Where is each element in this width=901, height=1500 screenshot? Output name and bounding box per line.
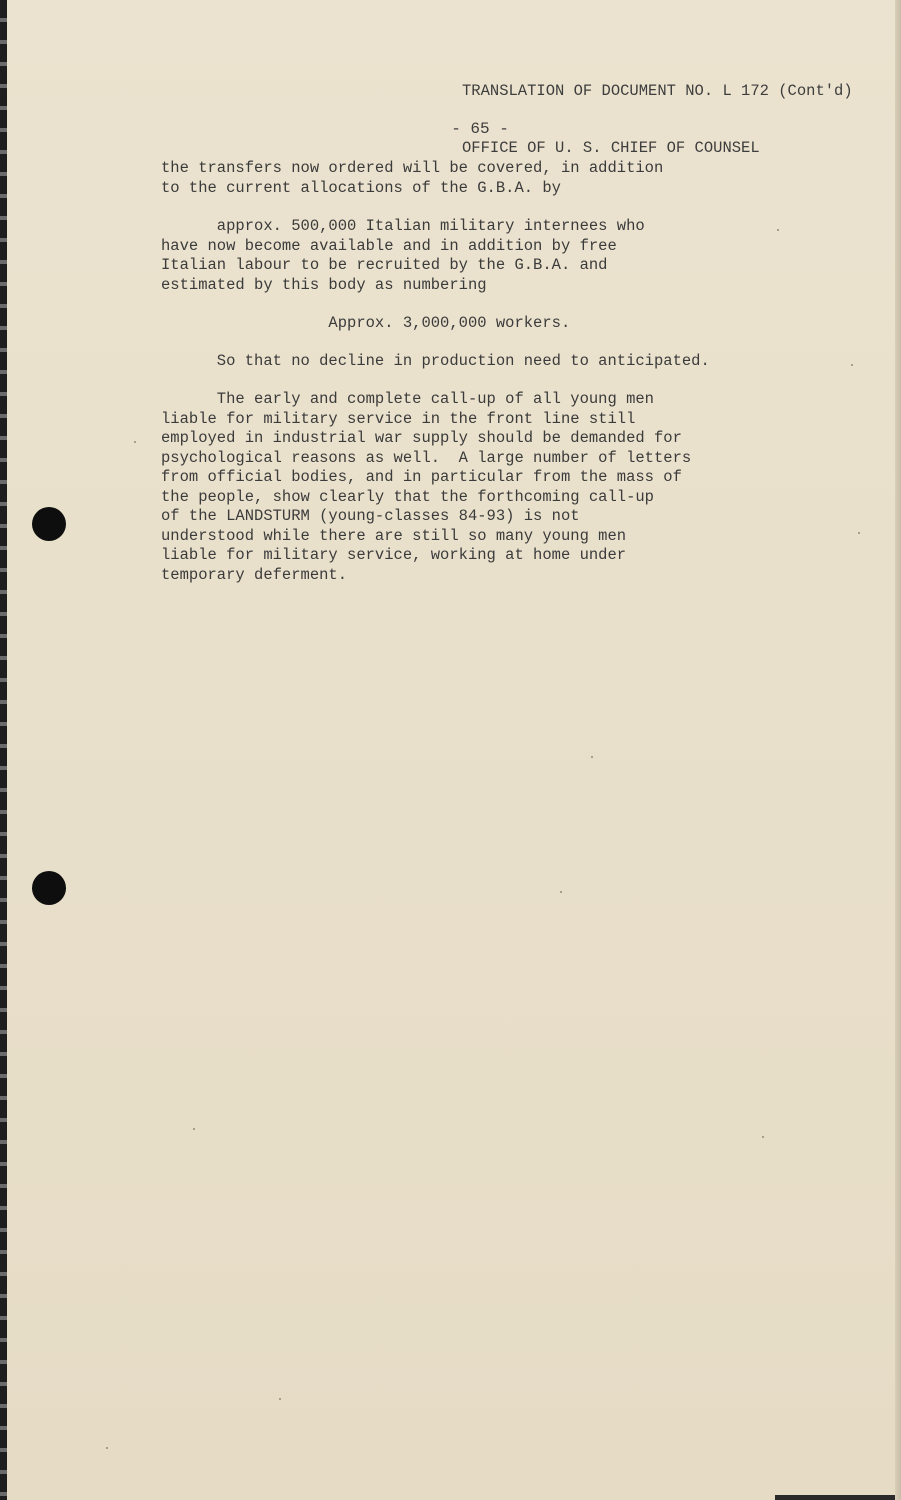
scan-right-edge (895, 0, 901, 1500)
paragraph: Approx. 3,000,000 workers. (161, 314, 571, 332)
paragraph: The early and complete call-up of all young men liable for military service in the front line still employed in industrial war supply should be demanded for psychological reasons as well. A large number of letters from official bodies, and in particular from the mass of the people, show clearly that the forthcoming call-up of the LANDSTURM (young-classes 84-93) is not understood while there are still so many young men liable for military service, working at home under temporary deferment. (161, 390, 692, 584)
paper-speck (762, 1136, 764, 1138)
paragraph: approx. 500,000 Italian military internees who have now become available and in addition by free Italian labour to be recruited by the G.B.A. and estimated by this body as numbering (161, 217, 645, 294)
punch-hole-icon (32, 871, 66, 905)
paper-speck (858, 532, 860, 534)
paper-speck (134, 441, 136, 443)
header-title: TRANSLATION OF DOCUMENT NO. L 172 (Cont'd) (462, 82, 853, 100)
paper-speck (560, 891, 562, 893)
paper-speck (777, 229, 779, 231)
header-office: OFFICE OF U. S. CHIEF OF COUNSEL (462, 139, 760, 157)
paragraph: the transfers now ordered will be covered, in addition to the current allocations of the G.B.A. by (161, 159, 664, 197)
punch-hole-icon (32, 507, 66, 541)
scan-bottom-mark (775, 1495, 895, 1500)
page-number: - 65 - (451, 120, 509, 138)
paragraph: So that no decline in production need to anticipated. (161, 352, 710, 370)
paper-speck (851, 364, 853, 366)
paper-speck (279, 1398, 281, 1400)
paper-speck (591, 756, 593, 758)
paper-speck (193, 1128, 195, 1130)
scan-left-edge (0, 0, 7, 1500)
paper-speck (106, 1447, 108, 1449)
